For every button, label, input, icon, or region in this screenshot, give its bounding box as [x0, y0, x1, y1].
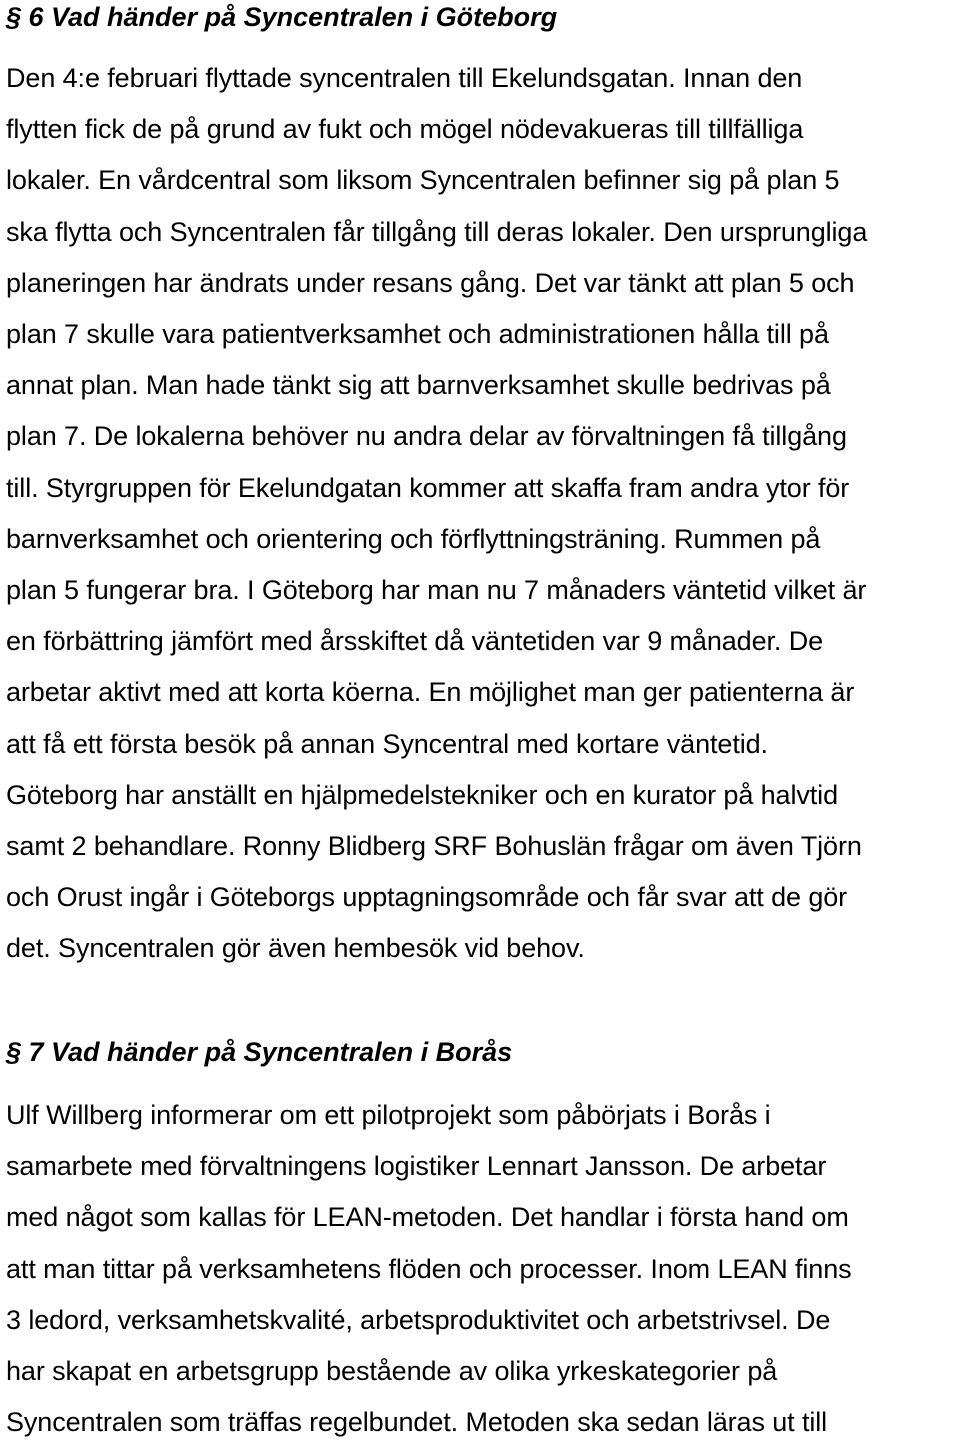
text-line: flytten fick de på grund av fukt och mögel nödevakueras till tillfälliga — [6, 114, 804, 145]
text-line: lokaler. En vårdcentral som liksom Syncentralen befinner sig på plan 5 — [6, 165, 840, 196]
text-line: med något som kallas för LEAN-metoden. Det handlar i första hand om — [6, 1202, 849, 1233]
section-7-heading: § 7 Vad händer på Syncentralen i Borås — [6, 1037, 513, 1067]
text-line: plan 5 fungerar bra. I Göteborg har man nu 7 månaders väntetid vilket är — [6, 575, 867, 606]
text-line: Göteborg har anställt en hjälpmedelstekniker och en kurator på halvtid — [6, 779, 838, 810]
text-line: till. Styrgruppen för Ekelundgatan kommer att skaffa fram andra ytor för — [6, 472, 850, 503]
section-6-heading: § 6 Vad händer på Syncentralen i Göteborg — [6, 2, 558, 32]
text-line: samt 2 behandlare. Ronny Blidberg SRF Bohuslän frågar om även Tjörn — [6, 831, 862, 862]
text-line: att få ett första besök på annan Syncentral med kortare väntetid. — [6, 728, 768, 759]
text-line: det. Syncentralen gör även hembesök vid behov. — [6, 933, 585, 964]
text-line: arbetar aktivt med att korta köerna. En möjlighet man ger patienterna är — [6, 677, 855, 708]
text-line: Ulf Willberg informerar om ett pilotprojekt som påbörjats i Borås i — [6, 1100, 771, 1130]
text-line: barnverksamhet och orientering och förflyttningsträning. Rummen på — [6, 523, 821, 554]
text-line: har skapat en arbetsgrupp bestående av olika yrkeskategorier på — [6, 1356, 778, 1387]
section-6-body — [6, 53, 956, 975]
text-line: en förbättring jämfört med årsskiftet då väntetiden var 9 månader. De — [6, 626, 824, 657]
text-line: och Orust ingår i Göteborgs upptagningsområde och får svar att de gör — [6, 882, 848, 913]
text-line: plan 7. De lokalerna behöver nu andra delar av förvaltningen få tillgång — [6, 421, 847, 452]
text-line: planeringen har ändrats under resans gång. Det var tänkt att plan 5 och — [6, 267, 855, 298]
text-line: annat plan. Man hade tänkt sig att barnverksamhet skulle bedrivas på — [6, 370, 831, 401]
section-7-body — [6, 1090, 956, 1448]
text-line: att man tittar på verksamhetens flöden och processer. Inom LEAN finns — [6, 1253, 852, 1284]
text-line: plan 7 skulle vara patientverksamhet och administrationen hålla till på — [6, 319, 829, 350]
text-line: Den 4:e februari flyttade syncentralen till Ekelundsgatan. Innan den — [6, 63, 803, 93]
text-line: Syncentralen som träffas regelbundet. Metoden ska sedan läras ut till — [6, 1407, 828, 1438]
text-line: 3 ledord, verksamhetskvalité, arbetsproduktivitet och arbetstrivsel. De — [6, 1304, 831, 1335]
text-line: samarbete med förvaltningens logistiker Lennart Jansson. De arbetar — [6, 1151, 827, 1182]
text-line: ska flytta och Syncentralen får tillgång till deras lokaler. Den ursprungliga — [6, 216, 868, 247]
